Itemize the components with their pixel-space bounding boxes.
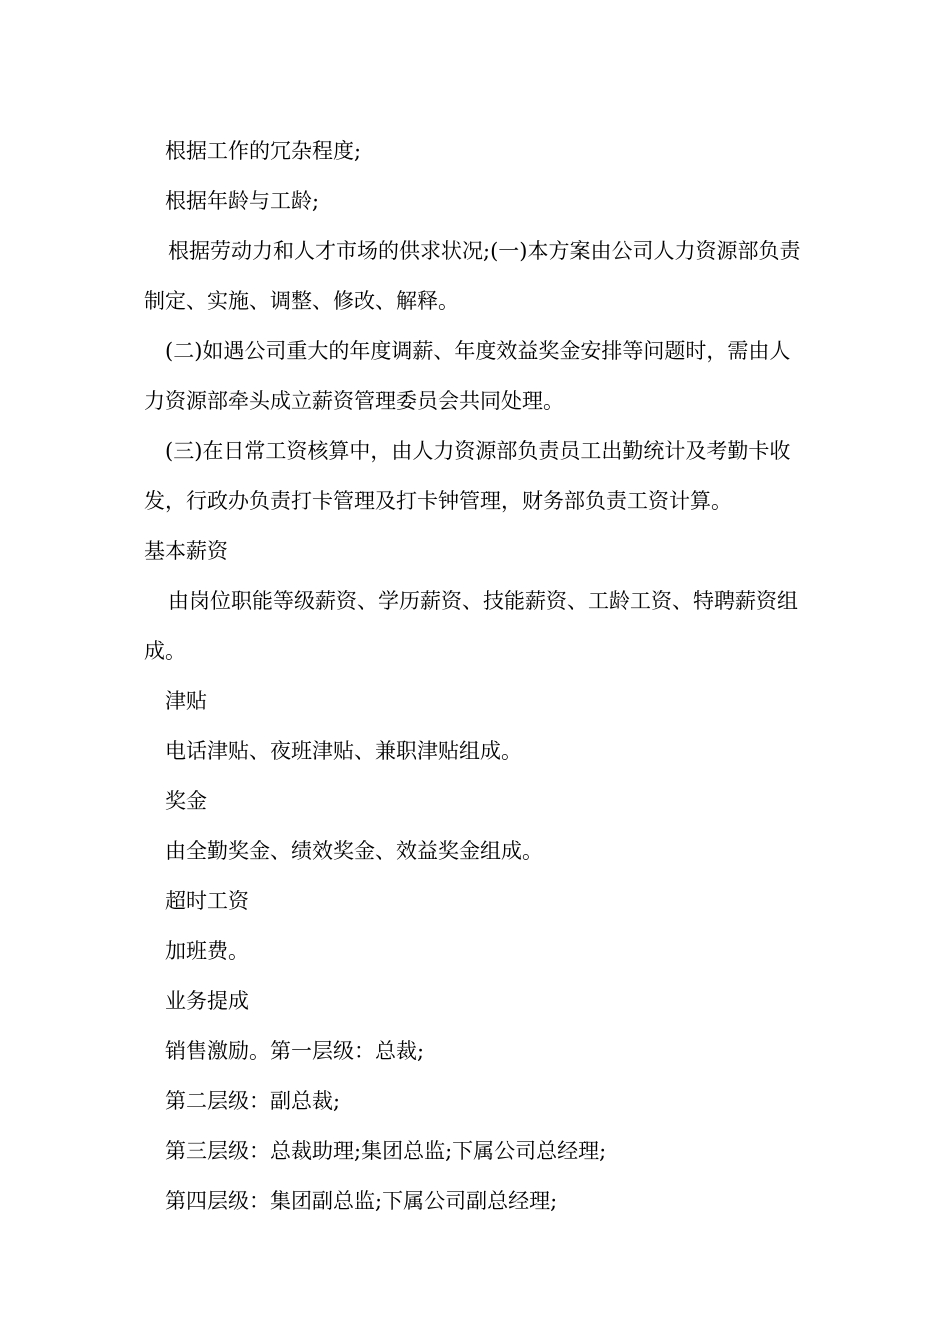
section-heading: 津贴 xyxy=(165,689,207,713)
paragraph: (二)如遇公司重大的年度调薪、年度效益奖金安排等问题时，需由人力资源部牵头成立薪资管理委员会共同处理。 xyxy=(144,339,791,413)
paragraph: 根据工作的冗杂程度; xyxy=(165,139,362,163)
paragraph: (三)在日常工资核算中，由人力资源部负责员工出勤统计及考勤卡收发，行政办负责打卡管理及打卡钟管理，财务部负责工资计算。 xyxy=(144,439,791,513)
paragraph: 由岗位职能等级薪资、学历薪资、技能薪资、工龄工资、特聘薪资组成。 xyxy=(144,589,798,663)
paragraph: 第四层级：集团副总监;下属公司副总经理; xyxy=(165,1189,558,1213)
paragraph: 第三层级：总裁助理;集团总监;下属公司总经理; xyxy=(165,1139,607,1163)
paragraph: 电话津贴、夜班津贴、兼职津贴组成。 xyxy=(165,739,522,763)
paragraph: 由全勤奖金、绩效奖金、效益奖金组成。 xyxy=(165,839,543,863)
paragraph: 根据年龄与工龄; xyxy=(165,189,320,213)
paragraph: 销售激励。第一层级：总裁; xyxy=(165,1039,425,1063)
section-heading: 业务提成 xyxy=(165,989,249,1013)
section-heading: 超时工资 xyxy=(165,889,249,913)
document-body xyxy=(144,126,810,1226)
section-heading: 基本薪资 xyxy=(144,539,228,563)
section-heading: 奖金 xyxy=(165,789,207,813)
paragraph: 根据劳动力和人才市场的供求状况;(一)本方案由公司人力资源部负责制定、实施、调整、修改、解释。 xyxy=(144,239,801,313)
paragraph: 加班费。 xyxy=(165,939,249,963)
paragraph: 第二层级：副总裁; xyxy=(165,1089,341,1113)
